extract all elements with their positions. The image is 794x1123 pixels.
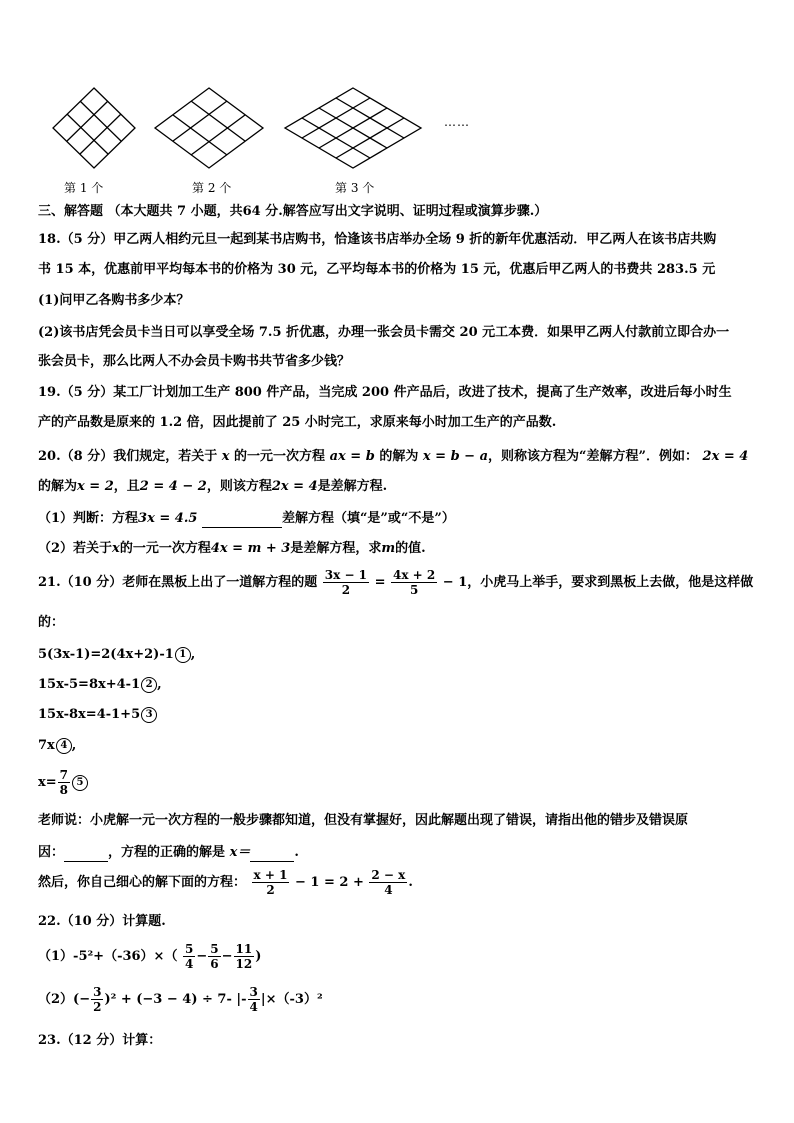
q21-step5: x= $\frac{7}{8}$ 5: [38, 768, 88, 797]
answer-blank[interactable]: [202, 513, 282, 528]
q21-line2: 的：: [38, 615, 65, 630]
q21-step3: 15x-8x=4-1+5 3: [38, 706, 157, 724]
q20-part1: （1）判断：方程3x = 4.5 差解方程（填“是”或“不是”）: [38, 511, 455, 526]
q21-step4: 7x 4 ,: [38, 738, 77, 753]
q19-line1: 19.（5 分）某工厂计划加工生产 800 件产品，当完成 200 件产品后，改进了技术，提高了生产效率，改进后每小时生: [38, 385, 732, 400]
q20-part2: （2）若关于x的一元一次方程4x = m + 3是差解方程，求m的值.: [38, 541, 426, 556]
figure-3: [285, 88, 421, 168]
section-heading: 三、解答题 （本大题共 7 小题，共64 分.解答应写出文字说明、证明过程或演算步骤.）: [38, 204, 548, 219]
q18-line1: 18.（5 分）甲乙两人相约元旦一起到某书店购书，恰逢该书店举办全场 9 折的新年优惠活动．甲乙两人在该书店共购: [38, 232, 717, 247]
pattern-figures: [0, 0, 794, 200]
figure-1-label: 第 1 个: [64, 181, 104, 195]
q21-teacher-line1: 老师说：小虎解一元一次方程的一般步骤都知道，但没有掌握好，因此解题出现了错误，请指出他的错步及错误原: [38, 813, 689, 828]
q19-line2: 产的产品数是原来的 1.2 倍，因此提前了 25 小时完工，求原来每小时加工生产的产品数.: [38, 415, 557, 430]
q18-part1: (1)问甲乙各购书多少本？: [38, 293, 190, 308]
ellipsis: ……: [444, 115, 470, 129]
q20-line2: 的解为x = 2，且2 = 4 − 2，则该方程2x = 4是差解方程.: [38, 479, 388, 494]
q22-part2: （2）(− $\frac{3}{2}$ )² + (−3 − 4) ÷ 7- |- $\frac{3}{4}$ |×（-3）²: [38, 985, 323, 1014]
q21-line1: 21.（10 分）老师在黑板上出了一道解方程的题 $\frac{3x - 1}{2}$ = $\frac{4x + 2}{5}$ − 1，小虎马上举手，要求到黑板上去做，他是这样做: [38, 568, 754, 597]
figure-1: [53, 88, 135, 168]
q21-step2: 15x-5=8x+4-1 2 ,: [38, 677, 162, 692]
solution-blank[interactable]: [250, 847, 294, 862]
q23-title: 23.（12 分）计算：: [38, 1033, 162, 1048]
figure-2-label: 第 2 个: [192, 181, 232, 195]
q18-part2b: 张会员卡，那么比两人不办会员卡购书共节省多少钱？: [38, 354, 351, 369]
q21-step1: 5(3x-1)=2(4x+2)-1 1 ,: [38, 647, 196, 662]
q18-part2a: (2)该书店凭会员卡当日可以享受全场 7.5 折优惠，办理一张会员卡需交 20 元工本费．如果甲乙两人付款前立即合办一: [38, 325, 730, 340]
q20-line1: 20.（8 分）我们规定，若关于 x 的一元一次方程 ax = b 的解为 x = b − a，则称该方程为“差解方程”．例如： 2x = 4: [38, 449, 749, 464]
figure-3-label: 第 3 个: [335, 181, 375, 195]
q22-part1: （1）-5²+（-36）×（ $\frac{5}{4}$ − $\frac{5}{6}$ − $\frac{11}{12}$ ): [38, 942, 262, 971]
q21-equation: 然后，你自己细心的解下面的方程： $\frac{x + 1}{2}$ − 1 = 2 + $\frac{2 - x}{4}$ .: [38, 868, 413, 897]
error-blank[interactable]: [64, 847, 108, 862]
figure-2: [155, 88, 263, 168]
q22-title: 22.（10 分）计算题.: [38, 914, 166, 929]
q21-teacher-line2: 因： ，方程的正确的解是 x＝ .: [38, 845, 299, 860]
q18-line2: 书 15 本，优惠前甲平均每本书的价格为 30 元，乙平均每本书的价格为 15 元，优惠后甲乙两人的书费共 283.5 元: [38, 262, 716, 277]
